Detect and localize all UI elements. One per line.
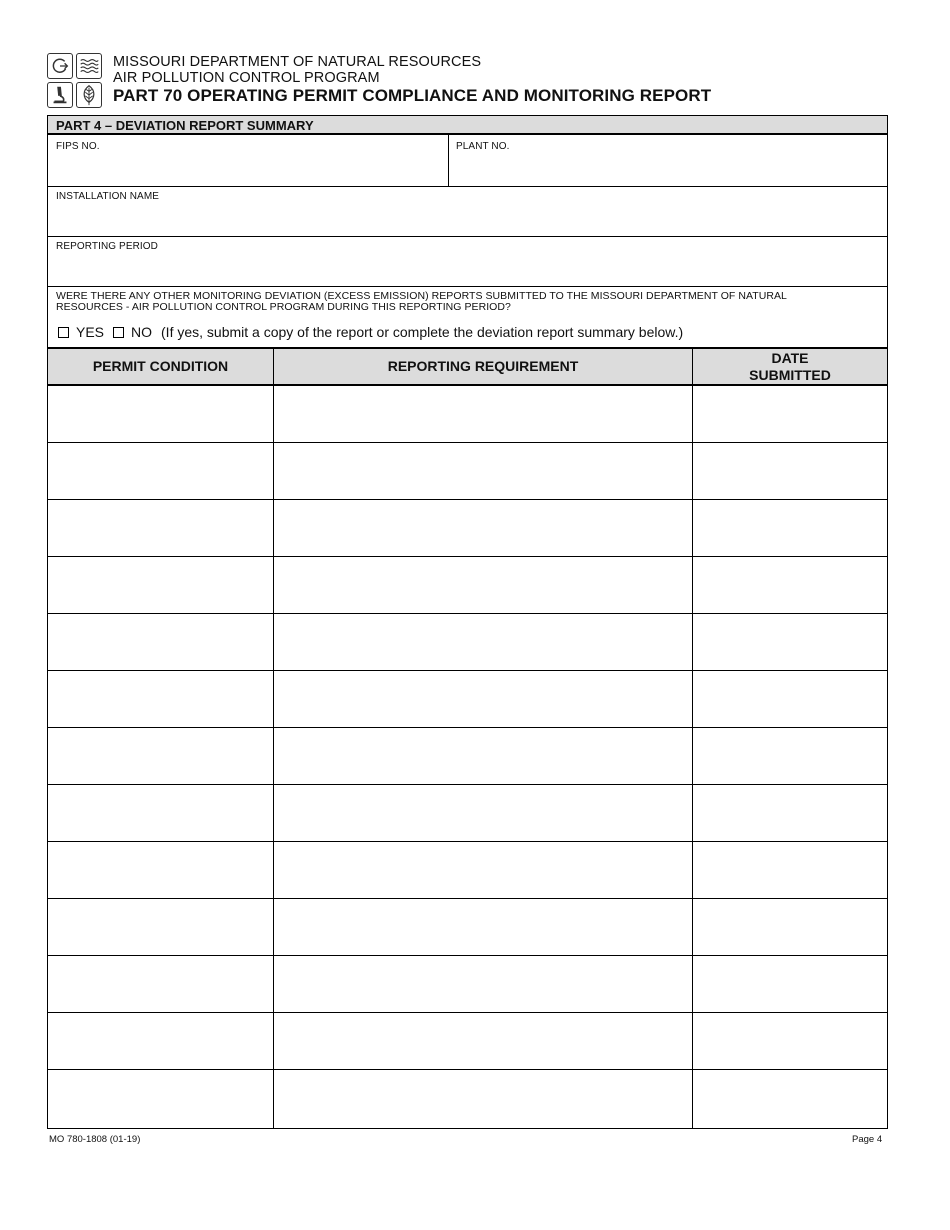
permit-condition-cell[interactable] [48, 956, 273, 1012]
program-name: AIR POLLUTION CONTROL PROGRAM [113, 70, 380, 86]
table-row [48, 1013, 887, 1070]
permit-condition-cell[interactable] [48, 386, 273, 442]
column-header-date-submitted [693, 349, 887, 384]
report-title: PART 70 OPERATING PERMIT COMPLIANCE AND MONITORING REPORT [113, 86, 712, 105]
permit-condition-cell[interactable] [48, 842, 273, 898]
date-submitted-cell[interactable] [693, 671, 887, 727]
reporting-requirement-cell[interactable] [274, 785, 692, 841]
date-submitted-cell[interactable] [693, 386, 887, 442]
recycle-arrow-icon [47, 53, 73, 79]
permit-condition-cell[interactable] [48, 614, 273, 670]
permit-condition-cell[interactable] [48, 899, 273, 955]
date-submitted-cell[interactable] [693, 1013, 887, 1069]
date-submitted-cell[interactable] [693, 1070, 887, 1128]
yes-label: YES [76, 324, 105, 340]
fips-label: FIPS NO. [56, 141, 100, 152]
permit-condition-cell[interactable] [48, 557, 273, 613]
column-header-permit-condition: PERMIT CONDITION [92, 358, 229, 374]
agency-name: MISSOURI DEPARTMENT OF NATURAL RESOURCES [113, 54, 482, 70]
reporting-requirement-cell[interactable] [274, 443, 692, 499]
reporting-requirement-cell[interactable] [274, 728, 692, 784]
table-body [48, 386, 887, 1128]
reporting-requirement-cell[interactable] [274, 671, 692, 727]
reporting-requirement-cell[interactable] [274, 1013, 692, 1069]
section-heading: PART 4 – DEVIATION REPORT SUMMARY [48, 116, 887, 135]
period-label: REPORTING PERIOD [56, 241, 158, 252]
date-submitted-cell[interactable] [693, 557, 887, 613]
reporting-requirement-cell[interactable] [274, 842, 692, 898]
reporting-requirement-cell[interactable] [274, 500, 692, 556]
date-submitted-cell[interactable] [693, 500, 887, 556]
table-row [48, 557, 887, 614]
water-waves-icon [76, 53, 102, 79]
reporting-requirement-cell[interactable] [274, 956, 692, 1012]
deviation-question: WERE THERE ANY OTHER MONITORING DEVIATION (EXCESS EMISSION) REPORTS SUBMITTED TO THE MISSOURI DEPARTMENT OF NATURAL RESOURCES - AIR POLLUTION CONTROL PROGRAM DURING THIS REPORTING PERIOD? [56, 290, 787, 313]
table-row [48, 500, 887, 557]
table-row [48, 956, 887, 1013]
permit-condition-cell[interactable] [48, 785, 273, 841]
no-label: NO [131, 324, 153, 340]
plant-label: PLANT NO. [456, 141, 510, 152]
table-row [48, 671, 887, 728]
form-number: MO 780-1808 (01-19) [49, 1134, 141, 1145]
date-submitted-cell[interactable] [693, 728, 887, 784]
table-header [48, 347, 887, 386]
instruction-text: (If yes, submit a copy of the report or complete the deviation report summary below.) [161, 324, 684, 340]
plant-field[interactable] [449, 135, 887, 186]
deviation-report-form [47, 115, 888, 1129]
table-row [48, 614, 887, 671]
date-submitted-label: DATE SUBMITTED [749, 349, 831, 383]
reporting-requirement-cell[interactable] [274, 899, 692, 955]
permit-condition-cell[interactable] [48, 728, 273, 784]
microscope-icon [47, 82, 73, 108]
date-submitted-cell[interactable] [693, 956, 887, 1012]
date-submitted-cell[interactable] [693, 785, 887, 841]
reporting-requirement-cell[interactable] [274, 557, 692, 613]
date-submitted-cell[interactable] [693, 842, 887, 898]
table-row [48, 728, 887, 785]
reporting-period-field[interactable] [48, 237, 887, 286]
permit-condition-cell[interactable] [48, 500, 273, 556]
yes-no-options [58, 324, 683, 340]
reporting-requirement-cell[interactable] [274, 386, 692, 442]
agency-logo [47, 53, 105, 109]
installation-field[interactable] [48, 187, 887, 236]
table-row [48, 899, 887, 956]
table-row [48, 785, 887, 842]
reporting-requirement-cell[interactable] [274, 614, 692, 670]
leaf-icon [76, 82, 102, 108]
reporting-requirement-cell[interactable] [274, 1070, 692, 1128]
table-row [48, 842, 887, 899]
permit-condition-cell[interactable] [48, 1070, 273, 1128]
no-checkbox[interactable] [113, 327, 124, 338]
table-row [48, 443, 887, 500]
table-row [48, 386, 887, 443]
date-submitted-cell[interactable] [693, 614, 887, 670]
divider [48, 286, 887, 287]
yes-checkbox[interactable] [58, 327, 69, 338]
permit-condition-cell[interactable] [48, 443, 273, 499]
permit-condition-cell[interactable] [48, 671, 273, 727]
date-submitted-cell[interactable] [693, 899, 887, 955]
fips-field[interactable] [48, 135, 448, 186]
installation-label: INSTALLATION NAME [56, 191, 160, 202]
date-submitted-cell[interactable] [693, 443, 887, 499]
permit-condition-cell[interactable] [48, 1013, 273, 1069]
page-number: Page 4 [852, 1134, 883, 1145]
table-row [48, 1070, 887, 1128]
column-header-reporting-requirement: REPORTING REQUIREMENT [387, 358, 579, 374]
